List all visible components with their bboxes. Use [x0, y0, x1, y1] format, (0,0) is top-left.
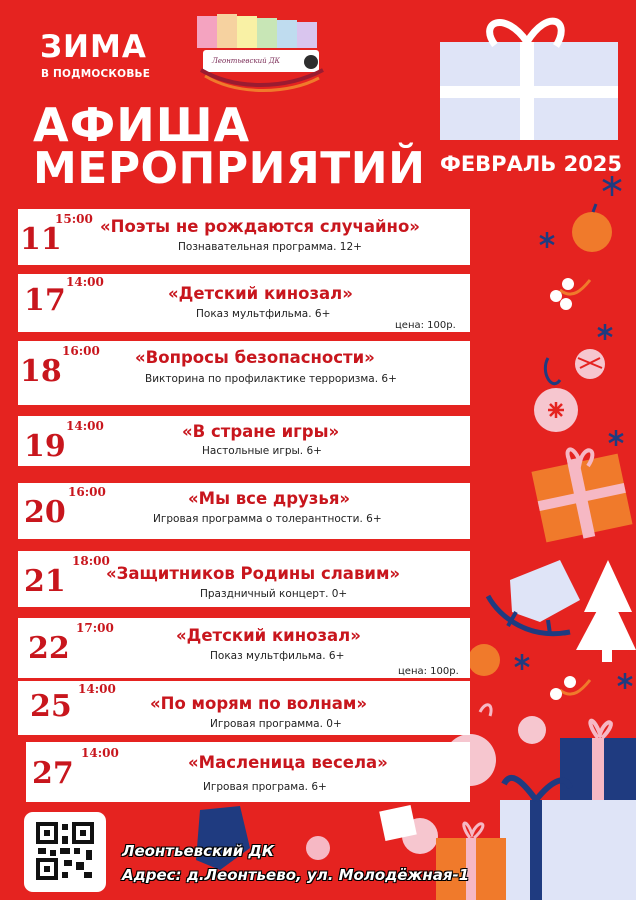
- event-title: «Детский кинозал»: [176, 626, 361, 645]
- event-day: 27: [32, 756, 74, 791]
- event-time: 18:00: [72, 554, 110, 568]
- event-title: «Вопросы безопасности»: [135, 348, 375, 367]
- page-title-line1: АФИША: [33, 98, 251, 152]
- event-subtitle: Познавательная программа. 12+: [178, 241, 362, 253]
- event-day: 18: [20, 354, 62, 389]
- event-day: 17: [24, 283, 66, 318]
- event-title: «Поэты не рождаются случайно»: [100, 217, 420, 236]
- gift-icon: [560, 721, 636, 800]
- zima-logo: ЗИМА: [40, 29, 147, 65]
- event-title: «В стране игры»: [182, 422, 340, 441]
- event-time: 16:00: [68, 485, 106, 499]
- qr-code[interactable]: [24, 812, 106, 892]
- month-label: ФЕВРАЛЬ 2025: [440, 152, 623, 176]
- event-day: 25: [30, 689, 72, 724]
- tree-icon: [576, 560, 636, 662]
- event-card: [18, 551, 470, 607]
- venue-address: Адрес: д.Леонтьево, ул. Молодёжная-1: [122, 866, 470, 884]
- dk-logo-text: Леонтьевский ДК: [212, 57, 280, 65]
- event-time: 16:00: [62, 344, 100, 358]
- event-card: [18, 209, 470, 265]
- event-subtitle: Показ мультфильма. 6+: [196, 308, 331, 320]
- event-time: 17:00: [76, 621, 114, 635]
- event-time: 14:00: [81, 746, 119, 760]
- ornament-icon: [572, 212, 612, 252]
- event-card: [18, 483, 470, 539]
- event-time: 15:00: [55, 212, 93, 226]
- event-card: [18, 416, 470, 466]
- dk-logo: [195, 12, 327, 94]
- event-subtitle: Игровая программа о толерантности. 6+: [153, 513, 382, 525]
- gift-icon: [531, 449, 632, 542]
- gift-icon: [436, 823, 506, 900]
- event-subtitle: Викторина по профилактике терроризма. 6+: [145, 373, 397, 385]
- event-title: «По морям по волнам»: [150, 694, 368, 713]
- event-day: 22: [28, 631, 70, 666]
- qr-code-icon: [24, 812, 106, 892]
- event-day: 11: [20, 222, 62, 257]
- event-card: [18, 274, 470, 332]
- event-day: 21: [24, 564, 66, 599]
- skate-icon: [488, 560, 580, 634]
- event-day: 20: [24, 495, 66, 530]
- event-title: «Масленица весела»: [188, 753, 388, 772]
- event-subtitle: Настольные игры. 6+: [202, 445, 322, 457]
- event-time: 14:00: [78, 682, 116, 696]
- skate-icon: [196, 805, 417, 870]
- event-card: [18, 681, 470, 735]
- page-title-line2: МЕРОПРИЯТИЙ: [33, 143, 426, 194]
- event-subtitle: Игровая програма. 6+: [203, 781, 327, 793]
- venue-name: Леонтьевский ДК: [122, 842, 275, 860]
- zima-subtitle: В ПОДМОСКОВЬЕ: [41, 68, 151, 80]
- event-subtitle: Показ мультфильма. 6+: [210, 650, 345, 662]
- ornament-icon: [534, 349, 605, 432]
- event-subtitle: Праздничный концерт. 0+: [200, 588, 348, 600]
- event-card: [26, 742, 470, 802]
- event-subtitle: Игровая программа. 0+: [210, 718, 342, 730]
- event-card: [18, 341, 470, 405]
- event-title: «Защитников Родины славим»: [106, 564, 401, 583]
- event-price: цена: 100р.: [395, 320, 456, 331]
- event-time: 14:00: [66, 419, 104, 433]
- event-price: цена: 100р.: [398, 666, 459, 677]
- event-time: 14:00: [66, 275, 104, 289]
- event-card: [18, 618, 470, 678]
- gift-icon: [440, 21, 618, 140]
- event-day: 19: [24, 429, 66, 464]
- event-title: «Детский кинозал»: [168, 284, 353, 303]
- event-title: «Мы все друзья»: [188, 489, 351, 508]
